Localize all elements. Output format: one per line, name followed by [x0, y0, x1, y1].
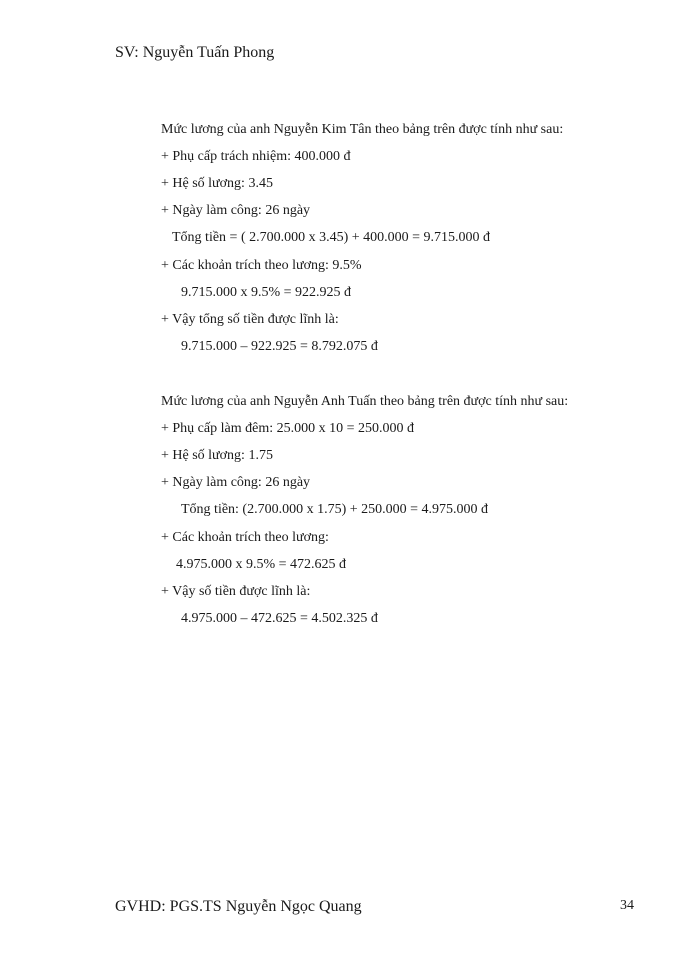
section2-coefficient: + Hệ số lương: 1.75	[161, 448, 273, 463]
section1-allowance: + Phụ cấp trách nhiệm: 400.000 đ	[161, 149, 351, 164]
section2-workdays: + Ngày làm công: 26 ngày	[161, 475, 311, 490]
section2-total: Tổng tiền: (2.700.000 x 1.75) + 250.000 = 4.975.000 đ	[181, 502, 489, 517]
section1-deduction-calc: 9.715.000 x 9.5% = 922.925 đ	[181, 285, 352, 300]
section2-intro: Mức lương của anh Nguyễn Anh Tuấn theo bảng trên được tính như sau:	[161, 394, 569, 409]
section1-deduction: + Các khoản trích theo lương: 9.5%	[161, 258, 362, 273]
section2-received-calc: 4.975.000 – 472.625 = 4.502.325 đ	[181, 611, 378, 626]
section1-intro: Mức lương của anh Nguyễn Kim Tân theo bảng trên được tính như sau:	[161, 122, 564, 137]
section2-deduction: + Các khoản trích theo lương:	[161, 530, 329, 545]
footer-supervisor: GVHD: PGS.TS Nguyễn Ngọc Quang	[115, 898, 362, 915]
section1-coefficient: + Hệ số lương: 3.45	[161, 176, 273, 191]
section1-workdays: + Ngày làm công: 26 ngày	[161, 203, 311, 218]
section1-received-label: + Vậy tổng số tiền được lĩnh là:	[161, 312, 339, 327]
section1-received-calc: 9.715.000 – 922.925 = 8.792.075 đ	[181, 339, 378, 354]
section1-total: Tổng tiền = ( 2.700.000 x 3.45) + 400.000 = 9.715.000 đ	[172, 230, 491, 245]
page-header-student: SV: Nguyễn Tuấn Phong	[115, 44, 275, 61]
section2-allowance: + Phụ cấp làm đêm: 25.000 x 10 = 250.000 đ	[161, 421, 414, 436]
footer-page-number: 34	[620, 898, 634, 913]
section2-deduction-calc: 4.975.000 x 9.5% = 472.625 đ	[176, 557, 347, 572]
section2-received-label: + Vậy số tiền được lĩnh là:	[161, 584, 311, 599]
